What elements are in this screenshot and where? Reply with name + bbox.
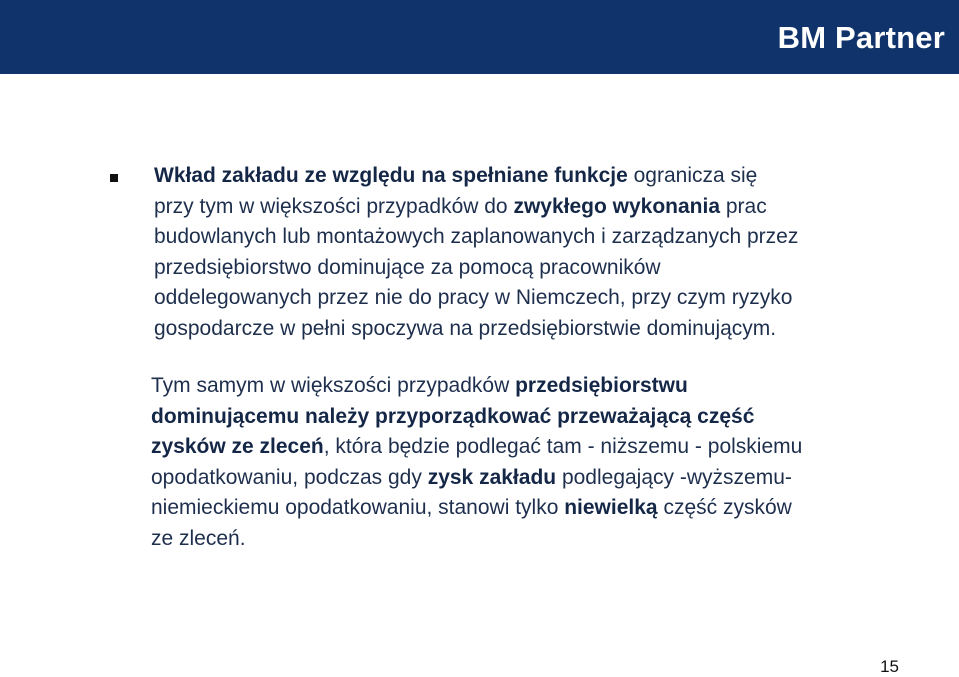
text-line (154, 222, 924, 253)
text-line (151, 463, 911, 494)
text-line (151, 493, 911, 524)
bold-text-run: zysk zakładu (427, 465, 557, 489)
bold-text-run: przedsiębiorstwu (515, 374, 688, 397)
text-line (154, 161, 924, 192)
text-line (154, 192, 924, 223)
text-line (154, 283, 924, 314)
bold-text-run: niewielką (564, 496, 658, 519)
text-run: budowlanych lub montażowych zaplanowanych i zarządzanych przez (154, 225, 799, 248)
text-run: przedsiębiorstwo dominujące za pomocą pracowników (154, 255, 661, 279)
text-run: podlegający -wyższemu- (556, 465, 792, 489)
bold-text-run: Wkład zakładu ze względu na spełniane funkcje (154, 164, 628, 187)
text-line (151, 524, 911, 555)
text-run: oddelegowanych przez nie do pracy w Niemczech, przy czym ryzyko (154, 286, 793, 309)
text-run: prac (720, 194, 767, 218)
text-line (151, 432, 911, 463)
paragraph-1 (154, 161, 924, 344)
brand-title: BM Partner (777, 20, 945, 55)
text-run: opodatkowaniu, podczas gdy (151, 465, 428, 489)
header-bar (0, 0, 959, 74)
text-line (154, 314, 924, 345)
text-run: niemieckiemu opodatkowaniu, stanowi tylko (151, 496, 565, 519)
page-number: 15 (880, 657, 899, 676)
bold-text-run: zysków ze zleceń (151, 435, 324, 458)
text-run: gospodarcze w pełni spoczywa na przedsiębiorstwie dominującym. (154, 316, 777, 340)
text-run: ogranicza się (627, 164, 758, 187)
text-line (151, 371, 911, 402)
paragraph-2 (151, 371, 911, 554)
text-line (154, 253, 924, 284)
square-bullet-icon (110, 174, 118, 182)
text-run: przy tym w większości przypadków do (154, 194, 514, 218)
text-run: część zysków (657, 496, 792, 519)
bold-text-run: dominującemu należy przyporządkować przeważającą część (151, 404, 755, 428)
text-run: ze zleceń. (151, 526, 246, 550)
bold-text-run: zwykłego wykonania (513, 194, 721, 218)
text-line (151, 402, 911, 433)
text-run: , która będzie podlegać tam - niższemu - polskiemu (323, 435, 803, 458)
text-run: Tym samym w większości przypadków (151, 374, 516, 397)
